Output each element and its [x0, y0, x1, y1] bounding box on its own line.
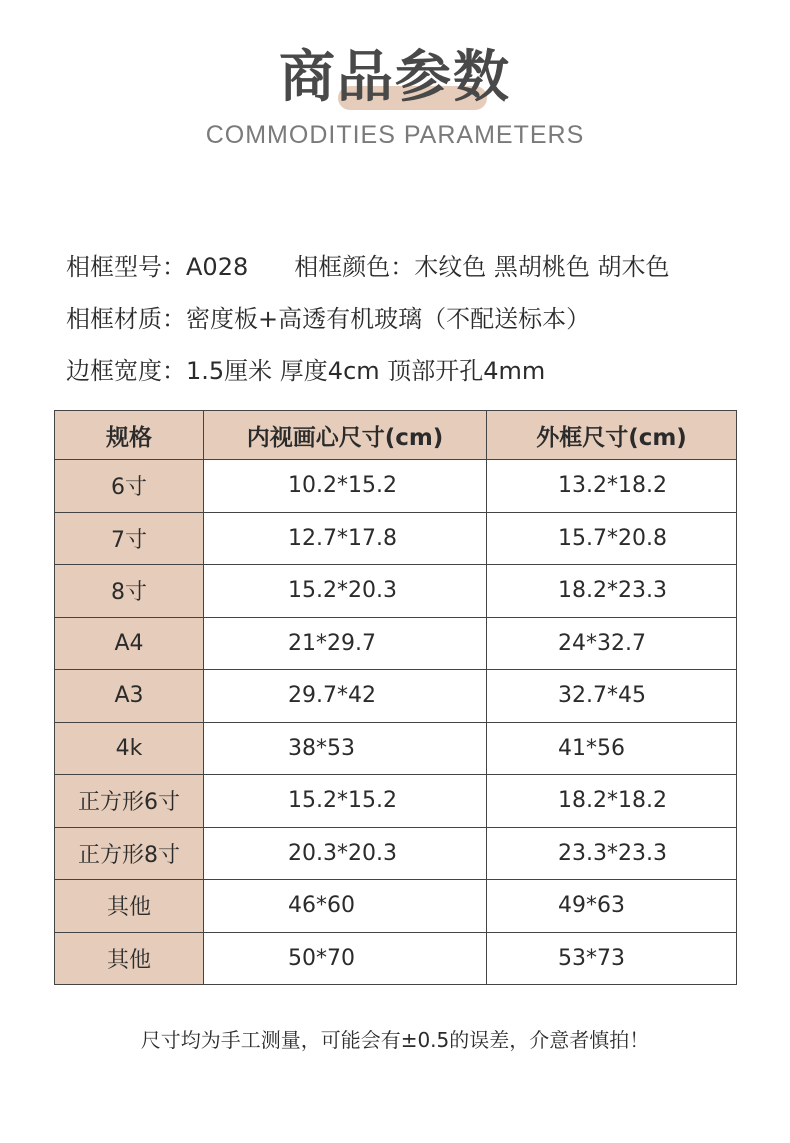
table-row	[55, 880, 737, 933]
row-spec: 其他	[55, 932, 204, 985]
row-outer-size: 23.3*23.3	[487, 827, 737, 880]
row-outer-size: 41*56	[487, 722, 737, 775]
row-outer-size: 18.2*18.2	[487, 775, 737, 828]
row-outer-size: 15.7*20.8	[487, 512, 737, 565]
border-value: 1.5厘米 厚度4cm 顶部开孔4mm	[186, 357, 546, 385]
row-inner-size: 50*70	[204, 932, 487, 985]
material-label: 相框材质：	[66, 305, 186, 333]
page-title: 商品参数	[279, 45, 511, 110]
row-inner-size: 12.7*17.8	[204, 512, 487, 565]
row-inner-size: 15.2*20.3	[204, 565, 487, 618]
color-value: 木纹色 黑胡桃色 胡木色	[414, 253, 670, 281]
table-row	[55, 932, 737, 985]
model-label: 相框型号：	[66, 253, 186, 281]
spec-line-model-color	[66, 241, 746, 293]
row-spec: 8寸	[55, 565, 204, 618]
header-spec: 规格	[55, 411, 204, 460]
spec-line-border	[66, 345, 746, 397]
table-row	[55, 617, 737, 670]
border-label: 边框宽度：	[66, 357, 186, 385]
model-value: A028	[186, 253, 249, 281]
row-spec: 7寸	[55, 512, 204, 565]
table-header-row	[55, 411, 737, 460]
table-row	[55, 512, 737, 565]
row-spec: 正方形6寸	[55, 775, 204, 828]
row-inner-size: 21*29.7	[204, 617, 487, 670]
row-outer-size: 13.2*18.2	[487, 460, 737, 513]
header-inner-size: 内视画心尺寸(cm)	[204, 411, 487, 460]
table-row	[55, 775, 737, 828]
title-block	[0, 38, 790, 118]
table-row	[55, 670, 737, 723]
row-spec: 其他	[55, 880, 204, 933]
table-row	[55, 565, 737, 618]
size-table	[54, 410, 737, 985]
row-outer-size: 53*73	[487, 932, 737, 985]
table-row	[55, 722, 737, 775]
row-inner-size: 38*53	[204, 722, 487, 775]
row-spec: 正方形8寸	[55, 827, 204, 880]
row-spec: A3	[55, 670, 204, 723]
header-outer-size: 外框尺寸(cm)	[487, 411, 737, 460]
table-row	[55, 827, 737, 880]
table-row	[55, 460, 737, 513]
row-inner-size: 15.2*15.2	[204, 775, 487, 828]
row-inner-size: 20.3*20.3	[204, 827, 487, 880]
row-inner-size: 10.2*15.2	[204, 460, 487, 513]
spec-lines	[66, 241, 746, 397]
row-spec: 4k	[55, 722, 204, 775]
row-spec: 6寸	[55, 460, 204, 513]
row-spec: A4	[55, 617, 204, 670]
measurement-disclaimer: 尺寸均为手工测量，可能会有±0.5的误差，介意者慎拍！	[140, 1028, 650, 1052]
page-subtitle: COMMODITIES PARAMETERS	[205, 121, 585, 149]
material-value: 密度板+高透有机玻璃（不配送标本）	[186, 305, 591, 333]
row-inner-size: 46*60	[204, 880, 487, 933]
row-outer-size: 32.7*45	[487, 670, 737, 723]
row-outer-size: 18.2*23.3	[487, 565, 737, 618]
color-label: 相框颜色：	[294, 253, 415, 281]
row-outer-size: 24*32.7	[487, 617, 737, 670]
spec-line-material	[66, 293, 746, 345]
row-inner-size: 29.7*42	[204, 670, 487, 723]
row-outer-size: 49*63	[487, 880, 737, 933]
